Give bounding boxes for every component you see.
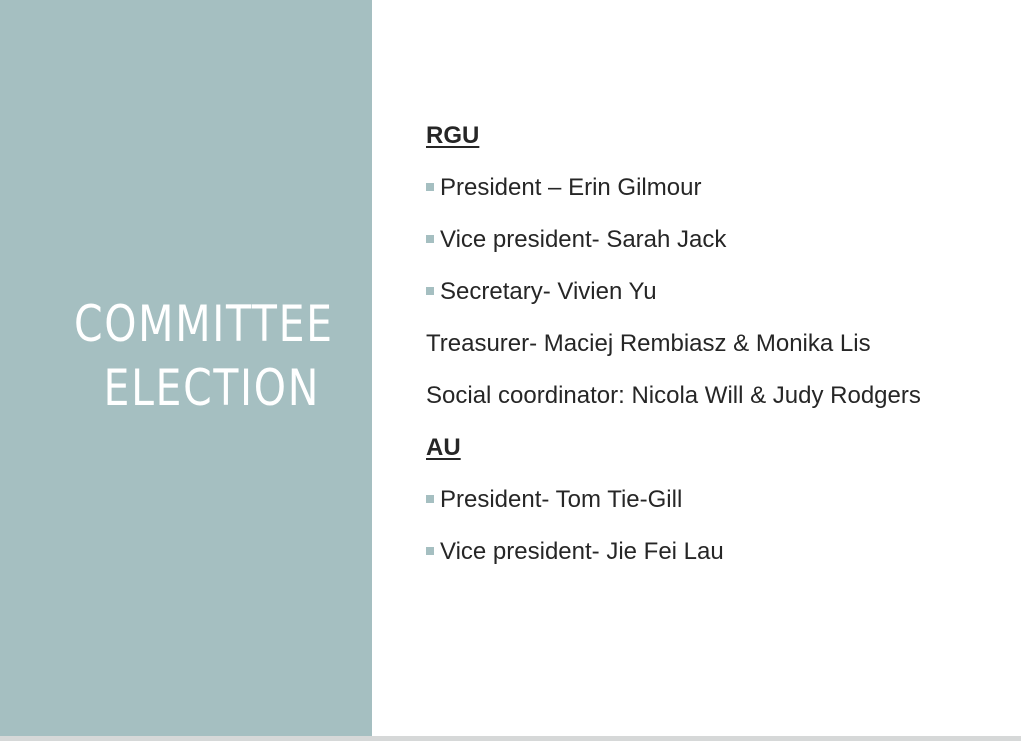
section-heading-au: AU [426, 434, 461, 461]
square-bullet-icon [426, 235, 434, 243]
list-item [426, 474, 1016, 526]
content-list [426, 110, 1016, 578]
slide-title-line-2: ELECTION [103, 359, 320, 417]
list-item-text: Secretary- Vivien Yu [440, 278, 657, 305]
list-item [426, 526, 1016, 578]
list-item-text: President – Erin Gilmour [440, 174, 702, 201]
list-item [426, 214, 1016, 266]
list-item-text: Vice president- Sarah Jack [440, 226, 727, 253]
list-item-text: Treasurer- Maciej Rembiasz & Monika Lis [426, 330, 871, 357]
list-item-text: President- Tom Tie-Gill [440, 486, 683, 513]
square-bullet-icon [426, 547, 434, 555]
list-item [426, 318, 1016, 370]
slide-title [20, 292, 334, 420]
square-bullet-icon [426, 495, 434, 503]
list-item [426, 162, 1016, 214]
square-bullet-icon [426, 287, 434, 295]
title-panel [0, 0, 372, 736]
list-item [426, 266, 1016, 318]
square-bullet-icon [426, 183, 434, 191]
list-item-text: Social coordinator: Nicola Will & Judy Rodgers [426, 382, 921, 409]
list-item [426, 370, 1016, 422]
slide-title-line-1: COMMITTEE [74, 295, 334, 353]
bottom-edge [0, 736, 1021, 741]
section-heading-rgu: RGU [426, 122, 480, 149]
list-item-text: Vice president- Jie Fei Lau [440, 538, 724, 565]
